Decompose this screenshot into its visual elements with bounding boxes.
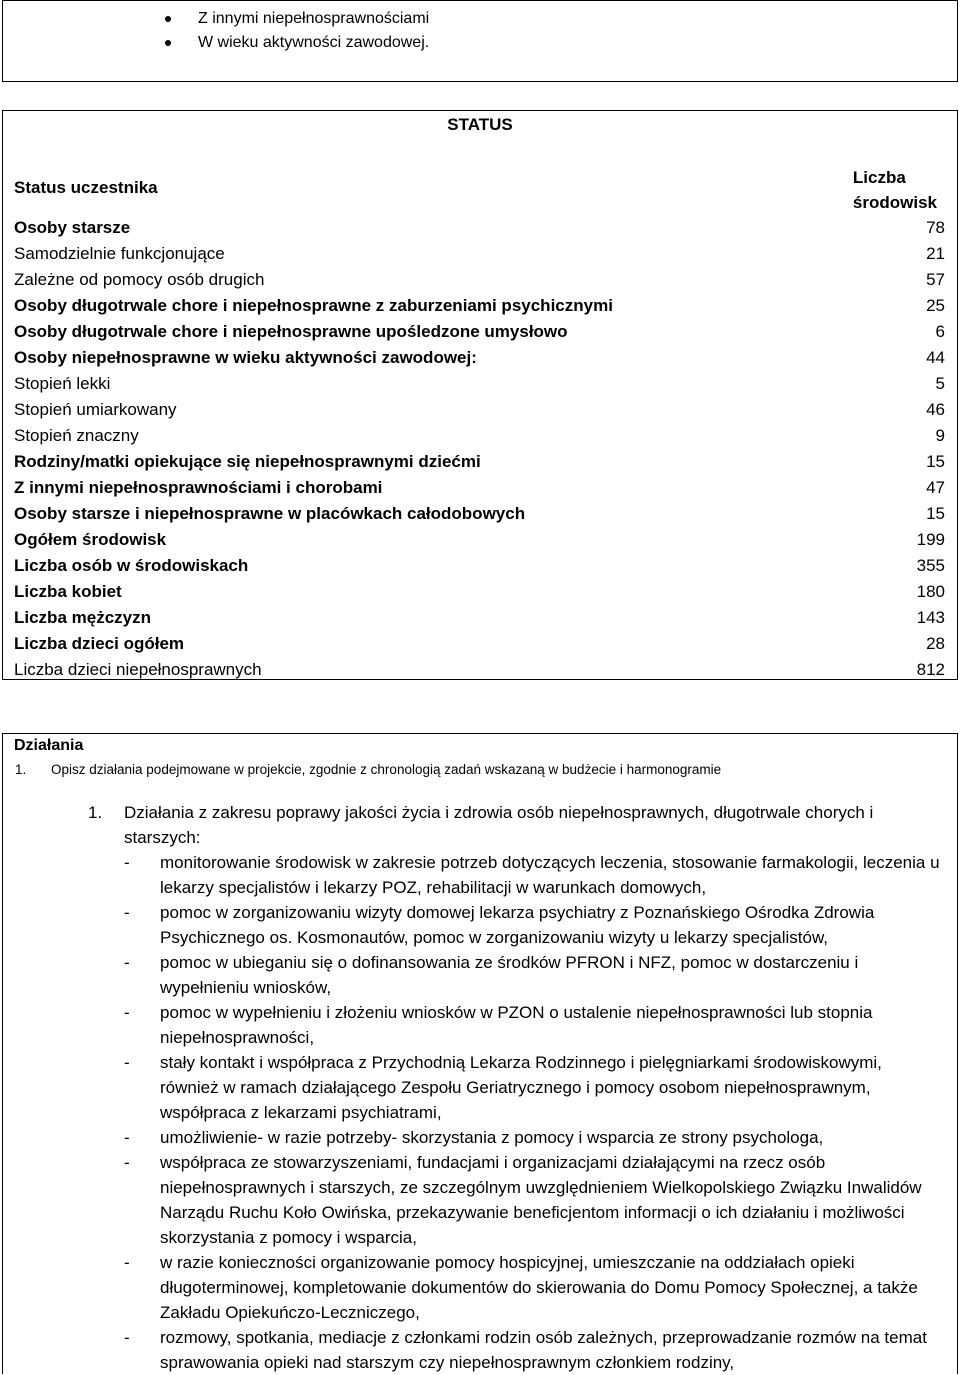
table-row <box>3 267 957 293</box>
table-row <box>3 527 957 553</box>
section-heading <box>3 800 959 850</box>
list-item: - współpraca ze stowarzyszeniami, fundacjami i organizacjami działającymi na rzecz osób niepełnosprawnych i starszych, ze szczególnym uwzględnieniem Wielkopolskiego Związku Inwalidów Narządu Ruchu Koło Owińska, przekazywanie beneficjentom informacji o ich działaniu i możliwości skorzystania z pomocy i wsparcia, <box>3 1150 959 1250</box>
table-row <box>3 371 957 397</box>
table-row <box>3 605 957 631</box>
list-item: - pomoc w ubieganiu się o dofinansowania ze środków PFRON i NFZ, pomoc w dostarczeniu i wypełnieniu wniosków, <box>3 950 959 1000</box>
row-value: 15 <box>926 452 945 471</box>
question-number: 1. <box>15 762 27 777</box>
row-label: Osoby długotrwale chore i niepełnosprawne upośledzone umysłowo <box>14 322 568 341</box>
row-label: Zależne od pomocy osób drugich <box>14 270 265 289</box>
row-label: Stopień umiarkowany <box>14 400 177 419</box>
row-label: Osoby długotrwale chore i niepełnosprawne z zaburzeniami psychicznymi <box>14 296 613 315</box>
table-row <box>3 397 957 423</box>
section-number: 1. <box>88 803 103 822</box>
row-label: Osoby starsze i niepełnosprawne w placówkach całodobowych <box>14 504 526 523</box>
table-row <box>3 475 957 501</box>
status-title: STATUS <box>447 115 513 134</box>
row-label: Osoby starsze <box>14 218 131 237</box>
table-row <box>3 579 957 605</box>
actions-title: Działania <box>14 737 84 754</box>
actions-box <box>2 733 958 1374</box>
row-value: 199 <box>916 530 945 549</box>
table-row <box>3 423 957 449</box>
question-text: Opisz działania podejmowane w projekcie, zgodnie z chronologią zadań wskazaną w budżecie i harmonogramie <box>51 762 722 777</box>
list-item: - stały kontakt i współpraca z Przychodnią Lekarza Rodzinnego i pielęgniarkami środowiskowymi, również w ramach działającego Zespołu Geriatrycznego i pomocy osobom niepełnosprawnym, współpraca z lekarzami psychiatrami, <box>3 1050 959 1125</box>
table-row <box>3 241 957 267</box>
row-label: Ogółem środowisk <box>14 530 167 549</box>
table-row <box>3 319 957 345</box>
row-value: 355 <box>916 556 945 575</box>
row-label: Liczba osób w środowiskach <box>14 556 249 575</box>
row-label: Osoby niepełnosprawne w wieku aktywności zawodowej: <box>14 348 477 367</box>
row-value: 44 <box>926 348 945 367</box>
row-value: 5 <box>935 374 945 393</box>
list-item: - pomoc w zorganizowaniu wizyty domowej lekarza psychiatry z Poznańskiego Ośrodka Zdrowia Psychicznego os. Kosmonautów, pomoc w zorganizowaniu wizyty u lekarzy specjalistów, <box>3 900 959 950</box>
table-row <box>3 345 957 371</box>
row-value: 47 <box>926 478 945 497</box>
column-header-count-line1: Liczba <box>852 168 906 187</box>
actions-list <box>3 850 959 1375</box>
list-item: - rozmowy, spotkania, mediacje z członkami rodzin osób zależnych, przeprowadzanie rozmów na temat sprawowania opieki nad starszym czy niepełnosprawnym członkiem rodziny, <box>3 1325 959 1375</box>
row-value: 78 <box>926 218 945 237</box>
list-item: W wieku aktywności zawodowej. <box>3 31 429 55</box>
table-row <box>3 631 957 657</box>
row-label: Liczba dzieci niepełnosprawnych <box>14 660 262 679</box>
row-label: Liczba mężczyzn <box>14 608 151 627</box>
row-value: 15 <box>926 504 945 523</box>
status-rows <box>3 215 957 683</box>
row-value: 57 <box>926 270 945 289</box>
row-value: 9 <box>935 426 945 445</box>
row-value: 25 <box>926 296 945 315</box>
table-row <box>3 293 957 319</box>
actions-section <box>3 800 959 1375</box>
top-list-box <box>2 0 958 82</box>
column-header-count-line2: środowisk <box>852 193 937 212</box>
column-header-count <box>853 165 937 215</box>
row-label: Stopień znaczny <box>14 426 139 445</box>
row-label: Liczba dzieci ogółem <box>14 634 185 653</box>
row-value: 812 <box>916 660 945 679</box>
row-value: 143 <box>916 608 945 627</box>
row-value: 28 <box>926 634 945 653</box>
row-value: 21 <box>926 244 945 263</box>
row-value: 180 <box>916 582 945 601</box>
column-header-status: Status uczestnika <box>14 178 158 197</box>
row-value: 6 <box>935 322 945 341</box>
list-item: Z innymi niepełnosprawnościami <box>3 7 429 31</box>
row-label: Samodzielnie funkcjonujące <box>14 244 225 263</box>
list-item: - w razie konieczności organizowanie pomocy hospicyjnej, umieszczanie na oddziałach opieki długoterminowej, kompletowanie dokumentów do skierowania do Domu Pomocy Społecznej, a także Zakładu Opiekuńczo-Leczniczego, <box>3 1250 959 1325</box>
table-row <box>3 215 957 241</box>
table-row <box>3 553 957 579</box>
list-item: - umożliwienie- w razie potrzeby- skorzystania z pomocy i wsparcia ze strony psychologa, <box>3 1125 959 1150</box>
list-item: - pomoc w wypełnieniu i złożeniu wniosków w PZON o ustalenie niepełnosprawności lub stopnia niepełnosprawności, <box>3 1000 959 1050</box>
table-row <box>3 501 957 527</box>
table-row <box>3 657 957 683</box>
list-item: - monitorowanie środowisk w zakresie potrzeb dotyczących leczenia, stosowanie farmakologii, leczenia u lekarzy specjalistów i lekarzy POZ, rehabilitacji w warunkach domowych, <box>3 850 959 900</box>
bullet-list <box>3 7 429 55</box>
section-heading-text: Działania z zakresu poprawy jakości życia i zdrowia osób niepełnosprawnych, długotrwale chorych i starszych: <box>124 803 874 847</box>
actions-question <box>15 762 722 777</box>
row-label: Z innymi niepełnosprawnościami i chorobami <box>14 478 383 497</box>
status-table <box>2 110 958 680</box>
row-value: 46 <box>926 400 945 419</box>
table-row <box>3 449 957 475</box>
row-label: Stopień lekki <box>14 374 111 393</box>
row-label: Liczba kobiet <box>14 582 122 601</box>
row-label: Rodziny/matki opiekujące się niepełnosprawnymi dziećmi <box>14 452 481 471</box>
